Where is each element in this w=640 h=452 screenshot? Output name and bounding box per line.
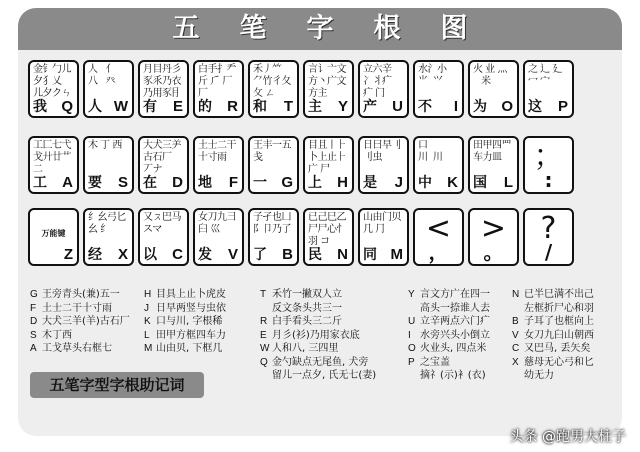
key-e — [138, 60, 189, 118]
mnemonic-text: 山由贝, 下框几 — [156, 343, 223, 354]
key-roots: 王丰一五 戋 — [253, 140, 291, 163]
key-a — [28, 136, 79, 194]
key-shortcut-word: 同 — [363, 247, 377, 263]
mnemonic-text: 高头一捺谁人去 — [420, 302, 490, 314]
key-letter: M — [390, 246, 403, 263]
mnemonic-line — [512, 302, 594, 316]
key-h — [303, 136, 354, 194]
key-roots: 火 业 灬 米 — [473, 64, 507, 87]
mnemonic-text: 人和八, 三四里 — [272, 343, 339, 354]
mnemonic-line — [260, 342, 376, 356]
key-roots: 水氵小 ⺌ ⺍ — [418, 64, 447, 87]
key-q — [28, 60, 79, 118]
wildcard-key-label: 万能键 — [41, 229, 66, 238]
mnemonic-text: 工戈草头右框七 — [42, 343, 112, 354]
mnemonic-line — [144, 315, 226, 329]
key-roots: 工匚七弋 戈廾廿艹 二 — [33, 140, 71, 175]
punctuation-main: < — [425, 211, 452, 246]
key-shortcut-word: 了 — [253, 247, 267, 263]
key-letter: E — [172, 98, 183, 115]
mnemonic-key-letter: G — [30, 289, 38, 300]
key-letter: X — [117, 246, 128, 263]
mnemonic-line — [408, 315, 490, 329]
mnemonic-text: 王旁青头(兼)五一 — [42, 289, 120, 300]
mnemonic-line — [260, 315, 376, 329]
mnemonic-column-4 — [408, 288, 490, 383]
mnemonic-line — [408, 302, 490, 316]
key-t — [248, 60, 299, 118]
punctuation-main: ； — [533, 139, 564, 174]
mnemonic-text: 口与川, 字根稀 — [156, 316, 223, 327]
key-roots: 大犬三⺶ 古石厂 丆ナ — [143, 140, 181, 175]
key-shortcut-word: 中 — [418, 175, 432, 191]
mnemonic-text: 目具上止卜虎皮 — [156, 289, 226, 300]
mnemonic-text: 言文方广在四一 — [420, 289, 490, 300]
key-roots: 金钅勹儿 夕犭乂 儿夕クㄣ — [33, 64, 71, 99]
punctuation-sub: / — [544, 240, 553, 264]
key-shortcut-word: 是 — [363, 175, 377, 191]
key-v — [193, 208, 244, 266]
key-roots: 山由门贝 几 ⺆ — [363, 212, 401, 235]
key-letter: N — [337, 246, 348, 263]
mnemonic-key-letter: L — [144, 329, 150, 341]
key-shortcut-word: 人 — [88, 99, 102, 115]
key-letter: C — [172, 246, 183, 263]
mnemonic-line — [408, 329, 490, 343]
mnemonic-line — [408, 288, 490, 302]
mnemonic-key-letter: Q — [260, 356, 268, 368]
mnemonic-key-letter: I — [408, 329, 411, 341]
mnemonic-line — [260, 302, 376, 316]
mnemonic-key-letter: M — [144, 343, 153, 354]
mnemonic-key-letter: A — [30, 343, 37, 354]
key-y — [303, 60, 354, 118]
key-r — [193, 60, 244, 118]
key-roots: 纟幺弓匕 幺 纟 — [88, 212, 126, 235]
key-i — [413, 60, 464, 118]
key-roots: 之 辶 廴 冖 宀 — [528, 64, 562, 87]
key-letter: Y — [337, 98, 348, 115]
key-letter: D — [172, 174, 183, 191]
mnemonic-text: 女刀九臼山朝西 — [524, 329, 594, 341]
key-letter: B — [282, 246, 293, 263]
mnemonic-text: 白手看头三二斤 — [272, 316, 342, 327]
key-letter: Z — [63, 246, 73, 263]
mnemonic-text: 日早两竖与虫依 — [156, 302, 226, 314]
key-letter: P — [557, 98, 568, 115]
mnemonic-text: 田甲方框四车力 — [156, 329, 226, 341]
mnemonic-text: 立辛两点六门疒 — [420, 316, 490, 327]
key-shortcut-word: 和 — [253, 99, 267, 115]
key-shortcut-word: 民 — [308, 247, 322, 263]
mnemonic-line — [144, 342, 226, 356]
mnemonic-text: 慈母无心弓和匕 — [524, 356, 594, 368]
mnemonic-text: 幼无力 — [524, 370, 554, 381]
mnemonic-line — [512, 356, 594, 370]
mnemonic-key-letter: E — [260, 329, 267, 341]
mnemonic-text: 大犬三羊(羊)古石厂 — [42, 316, 130, 327]
mnemonic-line — [408, 369, 490, 383]
punctuation-main: > — [480, 211, 507, 246]
mnemonic-line — [30, 329, 130, 343]
mnemonic-line — [30, 302, 130, 316]
key-shortcut-word: 发 — [198, 247, 212, 263]
key-roots: 日曰早刂 刂虫 — [363, 140, 401, 163]
key-shortcut-word: 要 — [88, 175, 102, 191]
key-roots: 又ㄡ巴马 スマ — [143, 212, 181, 235]
mnemonic-text: 木丁西 — [42, 329, 72, 341]
punctuation-sub: : — [544, 168, 553, 192]
key-letter: O — [501, 98, 513, 115]
mnemonic-text: 禾竹一撇双人立 — [272, 289, 342, 300]
key-letter: L — [503, 174, 513, 191]
key-roots: 子孑也凵 阝卩乃了 — [253, 212, 291, 235]
mnemonic-key-letter: J — [144, 302, 149, 314]
mnemonic-text: 又巴马, 丢矢矣 — [524, 343, 591, 354]
key-o — [468, 60, 519, 118]
mnemonic-key-letter: N — [512, 289, 520, 300]
key-roots: 木 丁 西 — [88, 140, 122, 151]
key-roots: 白手扌龵 斤 ⺁ 厂 厂 — [198, 64, 236, 99]
key-roots: 月目丹彡 豕乑乃衣 乃用豕⺝ — [143, 64, 181, 99]
mnemonic-column-2 — [144, 288, 226, 356]
mnemonic-text: 月彡(衫)乃用家衣底 — [272, 329, 360, 341]
key-u — [358, 60, 409, 118]
key-letter: Q — [61, 98, 73, 115]
key-letter: A — [62, 174, 73, 191]
mnemonic-line — [30, 288, 130, 302]
mnemonic-key-letter: P — [408, 356, 415, 368]
key-f — [193, 136, 244, 194]
key-shortcut-word: 在 — [143, 175, 157, 191]
mnemonic-key-letter: K — [144, 316, 151, 327]
key-roots: 禾丿⺮ ⺈竹彳夂 攵 ㄥ — [253, 64, 291, 99]
mnemonic-key-letter: F — [30, 302, 37, 314]
key-x — [83, 208, 134, 266]
key-roots: 女刀九彐 臼 巛 — [198, 212, 236, 235]
key-shortcut-word: 上 — [308, 175, 322, 191]
key-k — [413, 136, 464, 194]
key-letter: T — [283, 98, 293, 115]
mnemonic-line — [260, 288, 376, 302]
mnemonic-text: 反文条头共三一 — [272, 302, 342, 314]
mnemonic-key-letter: R — [260, 316, 268, 327]
mnemonic-line — [512, 315, 594, 329]
key-shortcut-word: 以 — [143, 247, 157, 263]
mnemonic-text: 金勺缺点无尾鱼, 犬旁 — [272, 356, 369, 368]
mnemonic-column-5 — [512, 288, 594, 383]
key-letter: I — [453, 98, 458, 115]
key-d — [138, 136, 189, 194]
key-letter: R — [227, 98, 238, 115]
mnemonic-line — [144, 329, 226, 343]
key-roots: 口 川 川 — [418, 140, 443, 163]
key-l — [468, 136, 519, 194]
key-letter: U — [392, 98, 403, 115]
key-letter: F — [228, 174, 238, 191]
key-roots: 已己巳乙 尸尸心忄 羽 コ — [308, 212, 346, 247]
key-letter: S — [117, 174, 128, 191]
key-letter: K — [447, 174, 458, 191]
mnemonic-key-letter: C — [512, 343, 520, 354]
mnemonic-column-3 — [260, 288, 376, 383]
mnemonic-line — [260, 369, 376, 383]
mnemonic-banner-title: 五笔字型字根助记词 — [49, 376, 185, 394]
mnemonic-key-letter: O — [408, 343, 416, 354]
mnemonic-key-letter: S — [30, 329, 37, 341]
punctuation-key — [468, 208, 519, 266]
mnemonic-text: 左框折尸心和羽 — [524, 302, 594, 314]
key-letter: H — [337, 174, 348, 191]
key-letter: W — [113, 98, 128, 115]
key-c — [138, 208, 189, 266]
key-shortcut-word: 经 — [88, 247, 102, 263]
key-shortcut-word: 为 — [473, 99, 487, 115]
mnemonic-key-letter: D — [30, 316, 38, 327]
mnemonic-line — [408, 356, 490, 370]
key-roots: 立六辛 冫丬疒 疒 门 — [363, 64, 392, 99]
key-roots: 人 亻 八 癶 — [88, 64, 116, 87]
key-shortcut-word: 不 — [418, 99, 432, 115]
mnemonic-column-1 — [30, 288, 130, 356]
key-shortcut-word: 工 — [33, 175, 47, 191]
mnemonic-key-letter: T — [260, 289, 267, 300]
key-roots: 目且丨⺊ 卜上止⺊ 广 尸 — [308, 140, 346, 175]
mnemonic-key-letter: V — [512, 329, 519, 341]
mnemonic-text: 土士二干十寸雨 — [42, 302, 112, 314]
mnemonic-text: 摘礻(示)衤(衣) — [420, 370, 486, 381]
mnemonic-line — [144, 288, 226, 302]
punctuation-main: ? — [540, 211, 557, 246]
key-j — [358, 136, 409, 194]
mnemonic-line — [512, 369, 594, 383]
key-shortcut-word: 地 — [198, 175, 212, 191]
punctuation-key — [523, 136, 574, 194]
mnemonic-line — [144, 302, 226, 316]
key-roots: 土士二干 十寸雨 — [198, 140, 236, 163]
mnemonic-text: 水旁兴头小倒立 — [420, 329, 490, 341]
mnemonic-key-letter: W — [260, 343, 270, 354]
mnemonic-line — [30, 342, 130, 356]
punctuation-sub: 。 — [483, 240, 504, 264]
mnemonic-line — [512, 288, 594, 302]
punctuation-sub: ， — [428, 240, 449, 264]
mnemonic-text: 之宝盖 — [420, 356, 450, 368]
key-shortcut-word: 产 — [363, 99, 377, 115]
key-letter: J — [394, 174, 403, 191]
key-shortcut-word: 这 — [528, 99, 542, 115]
punctuation-key — [523, 208, 574, 266]
mnemonic-line — [260, 356, 376, 370]
punctuation-key — [413, 208, 464, 266]
mnemonic-key-letter: H — [144, 289, 152, 300]
key-b — [248, 208, 299, 266]
key-roots: 言讠亠文 方丶广文 方主 — [308, 64, 346, 99]
key-s — [83, 136, 134, 194]
mnemonic-line — [512, 329, 594, 343]
key-shortcut-word: 主 — [308, 99, 322, 115]
key-shortcut-word: 国 — [473, 175, 487, 191]
mnemonic-text: 火业头, 四点米 — [420, 343, 487, 354]
key-p — [523, 60, 574, 118]
key-shortcut-word: 我 — [33, 99, 47, 115]
mnemonic-line — [30, 315, 130, 329]
key-m — [358, 208, 409, 266]
key-z — [28, 208, 79, 266]
mnemonic-key-letter: X — [512, 356, 519, 368]
mnemonic-key-letter: Y — [408, 289, 415, 300]
mnemonic-text: 子耳了也框向上 — [524, 316, 594, 327]
mnemonic-text: 留儿一点夕, 氏无七(妻) — [272, 370, 377, 381]
key-shortcut-word: 有 — [143, 99, 157, 115]
mnemonic-key-letter: U — [408, 316, 416, 327]
mnemonic-line — [260, 329, 376, 343]
mnemonic-text: 已半巳满不出己 — [524, 289, 594, 300]
key-letter: V — [227, 246, 238, 263]
mnemonic-key-letter: B — [512, 316, 519, 327]
key-letter: G — [281, 174, 293, 191]
key-w — [83, 60, 134, 118]
key-shortcut-word: 一 — [253, 175, 267, 191]
key-n — [303, 208, 354, 266]
mnemonic-line — [512, 342, 594, 356]
mnemonic-line — [408, 342, 490, 356]
chart-title: 五笔字根图 — [172, 13, 508, 44]
key-shortcut-word: 的 — [198, 99, 212, 115]
key-g — [248, 136, 299, 194]
watermark: 头条 @跑男大柱子 — [509, 429, 626, 445]
key-roots: 田甲四罒 车力皿 — [473, 140, 511, 163]
